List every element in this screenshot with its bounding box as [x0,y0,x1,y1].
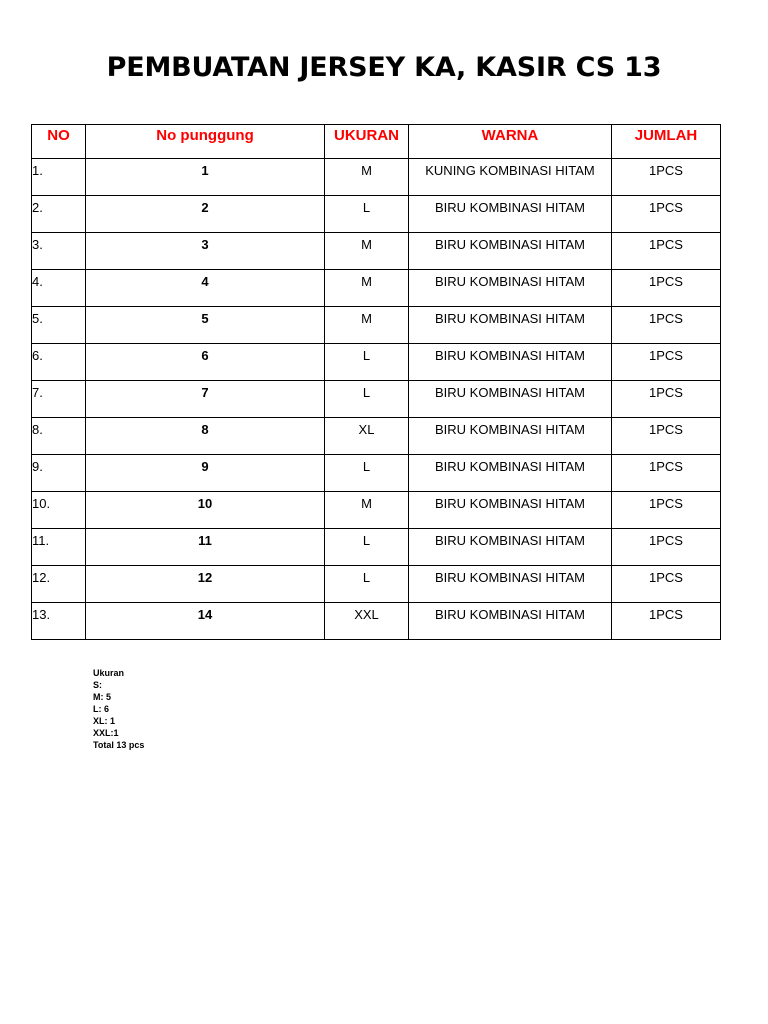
table-row [32,159,721,196]
cell-jumlah: 1PCS [612,233,721,270]
cell-ukuran: M [325,492,409,529]
table-row [32,455,721,492]
page-title: PEMBUATAN JERSEY KA, KASIR CS 13 [106,52,662,83]
cell-jumlah: 1PCS [612,418,721,455]
table-row [32,270,721,307]
cell-jumlah: 1PCS [612,566,721,603]
cell-jumlah: 1PCS [612,196,721,233]
cell-no-punggung: 4 [86,270,325,307]
cell-ukuran: M [325,307,409,344]
cell-no-punggung: 8 [86,418,325,455]
cell-jumlah: 1PCS [612,492,721,529]
table-row [32,492,721,529]
cell-no: 7. [32,381,86,418]
cell-no-punggung: 1 [86,159,325,196]
cell-no-punggung: 10 [86,492,325,529]
size-summary-line: M: 5 [93,692,111,702]
table-body [32,159,721,640]
cell-ukuran: L [325,566,409,603]
cell-warna: BIRU KOMBINASI HITAM [409,381,612,418]
cell-jumlah: 1PCS [612,344,721,381]
cell-warna: BIRU KOMBINASI HITAM [409,455,612,492]
size-summary-line: XL: 1 [93,716,116,726]
cell-warna: KUNING KOMBINASI HITAM [409,159,612,196]
column-header-ukuran: UKURAN [325,125,409,159]
cell-warna: BIRU KOMBINASI HITAM [409,233,612,270]
cell-no-punggung: 5 [86,307,325,344]
cell-no: 12. [32,566,86,603]
cell-jumlah: 1PCS [612,270,721,307]
cell-warna: BIRU KOMBINASI HITAM [409,566,612,603]
cell-no-punggung: 9 [86,455,325,492]
cell-no: 13. [32,603,86,640]
table-header-row [32,125,721,159]
cell-ukuran: L [325,381,409,418]
table-row [32,307,721,344]
cell-ukuran: M [325,159,409,196]
cell-warna: BIRU KOMBINASI HITAM [409,270,612,307]
cell-ukuran: L [325,529,409,566]
cell-warna: BIRU KOMBINASI HITAM [409,529,612,566]
cell-jumlah: 1PCS [612,159,721,196]
table-row [32,381,721,418]
cell-no-punggung: 11 [86,529,325,566]
size-summary-heading: Ukuran [93,668,125,678]
cell-no: 2. [32,196,86,233]
cell-no-punggung: 6 [86,344,325,381]
size-summary-line: XXL:1 [93,728,119,738]
cell-warna: BIRU KOMBINASI HITAM [409,196,612,233]
cell-jumlah: 1PCS [612,455,721,492]
column-header-warna: WARNA [409,125,612,159]
table-row [32,418,721,455]
cell-jumlah: 1PCS [612,529,721,566]
cell-no: 5. [32,307,86,344]
size-summary [93,667,144,751]
cell-jumlah: 1PCS [612,603,721,640]
column-header-no-punggung: No punggung [86,125,325,159]
cell-no: 1. [32,159,86,196]
cell-warna: BIRU KOMBINASI HITAM [409,344,612,381]
table-row [32,233,721,270]
cell-jumlah: 1PCS [612,381,721,418]
cell-no: 11. [32,529,86,566]
size-summary-line: L: 6 [93,704,110,714]
cell-warna: BIRU KOMBINASI HITAM [409,603,612,640]
cell-ukuran: L [325,196,409,233]
cell-ukuran: XXL [325,603,409,640]
size-summary-total: Total 13 pcs [93,740,145,750]
table-row [32,529,721,566]
cell-warna: BIRU KOMBINASI HITAM [409,418,612,455]
cell-ukuran: M [325,233,409,270]
cell-warna: BIRU KOMBINASI HITAM [409,492,612,529]
table-row [32,196,721,233]
table-row [32,566,721,603]
table-row [32,344,721,381]
cell-no-punggung: 7 [86,381,325,418]
table-row [32,603,721,640]
cell-no: 3. [32,233,86,270]
jersey-order-table [31,124,721,640]
cell-jumlah: 1PCS [612,307,721,344]
cell-warna: BIRU KOMBINASI HITAM [409,307,612,344]
column-header-no: NO [32,125,86,159]
cell-ukuran: L [325,344,409,381]
cell-ukuran: XL [325,418,409,455]
cell-ukuran: M [325,270,409,307]
cell-no: 4. [32,270,86,307]
cell-ukuran: L [325,455,409,492]
cell-no-punggung: 14 [86,603,325,640]
column-header-jumlah: JUMLAH [612,125,721,159]
size-summary-line: S: [93,680,102,690]
cell-no-punggung: 12 [86,566,325,603]
cell-no-punggung: 2 [86,196,325,233]
cell-no-punggung: 3 [86,233,325,270]
cell-no: 10. [32,492,86,529]
cell-no: 8. [32,418,86,455]
cell-no: 9. [32,455,86,492]
cell-no: 6. [32,344,86,381]
